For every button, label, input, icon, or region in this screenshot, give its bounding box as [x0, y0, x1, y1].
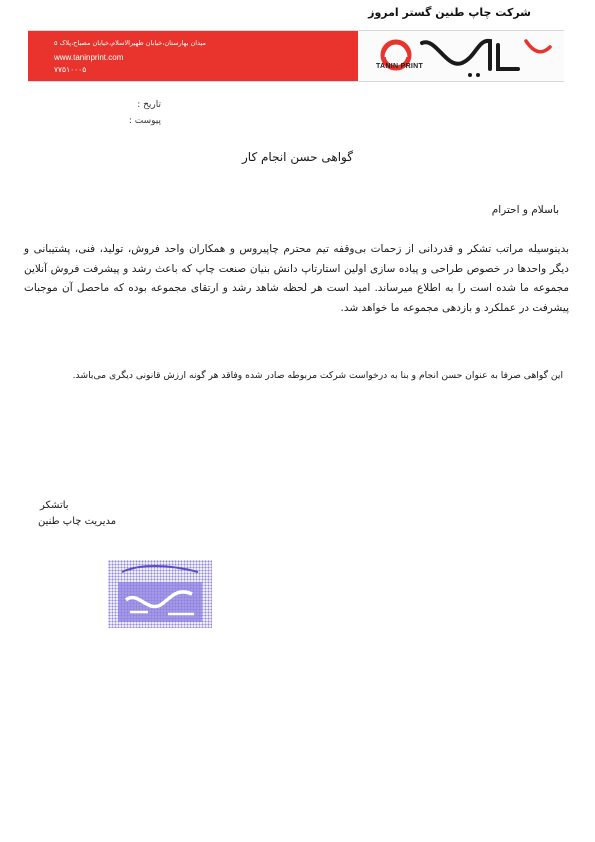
- logo-panel: [358, 31, 564, 81]
- company-name: شرکت چاپ طنین گستر امروز: [368, 6, 531, 19]
- company-address: میدان بهارستان،خیابان ظهیرالاسلام،خیابان مصباح،پلاک ۵: [54, 39, 206, 47]
- date-label: تاریخ :: [137, 100, 161, 110]
- company-phone: ۷۷۵۱۰۰۰۵: [54, 65, 87, 74]
- logo-wordmark: TANIN PRINT: [376, 63, 424, 70]
- contact-panel: [28, 31, 358, 81]
- letterhead-band: [28, 30, 564, 82]
- company-website: www.taninprint.com: [54, 53, 124, 62]
- tanin-logo-icon: [366, 33, 556, 79]
- attachment-label: پیوست :: [128, 116, 161, 126]
- letter-greeting: باسلام و احترام: [491, 204, 559, 216]
- letter-title: گواهی حسن انجام کار: [242, 150, 353, 164]
- letter-disclaimer: این گواهی صرفا به عنوان حسن انجام و بنا به درخواست شرکت مربوطه صادر شده وفاقد هر گونه ارزش قانونی دیگری می‌باشد.: [72, 370, 563, 381]
- signature-thanks: باتشکر: [40, 500, 69, 511]
- letter-body: بدینوسیله مراتب تشکر و قدردانی از زحمات بی‌وقفه تیم محترم چاپیروس و همکاران واحد فروش، تولید، فنی، پشتیبانی و دیگر واحدها در خصوص طراحی و پیاده سازی اولین استارتاپ دانش بنیان صنعت چاپ که باعث رشد و پیشرفت فروش آنلاین مجموعه ما شده است را به اطلاع میرساند. امید است هر لحظه شاهد رشد و ارتقای مجموعه بوده که ماحصل آن موجبات پیشرفت در عملکرد و بازدهی مجموعه ما خواهد شد.: [24, 243, 569, 314]
- company-stamp-icon: [108, 560, 212, 628]
- signature-manager: مدیریت چاپ طنین: [38, 516, 117, 527]
